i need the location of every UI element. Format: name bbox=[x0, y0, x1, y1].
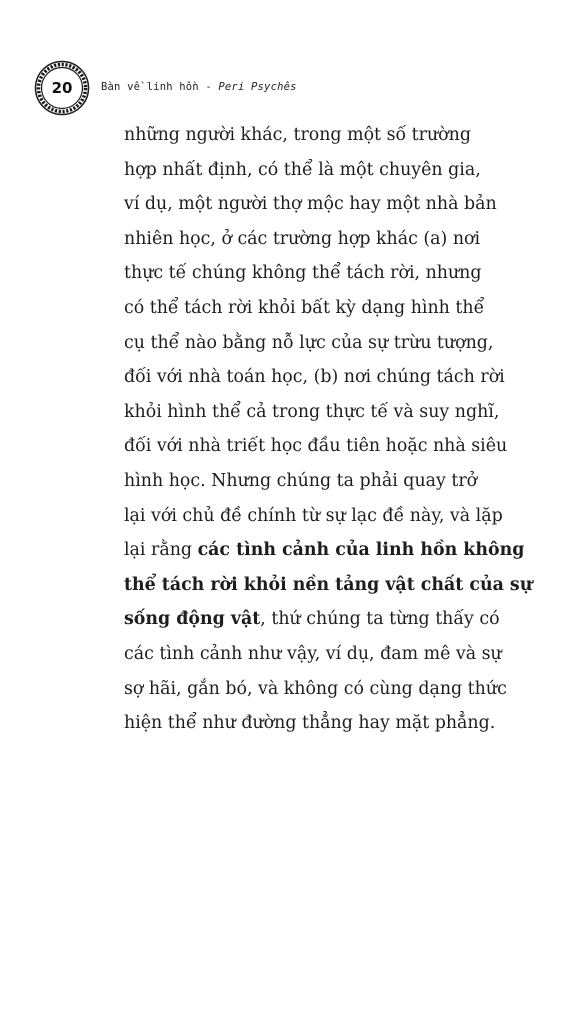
page-number: 20 bbox=[51, 79, 73, 97]
text-line-with-emphasis bbox=[124, 602, 500, 637]
text-line: nhiên học, ở các trường hợp khác (a) nơi bbox=[124, 228, 481, 249]
text-line: cụ thể nào bằng nỗ lực của sự trừu tượng, bbox=[124, 332, 494, 353]
regular-text: , thứ chúng ta từng thấy có bbox=[260, 609, 500, 630]
text-line: sợ hãi, gắn bó, và không có cùng dạng thức bbox=[124, 678, 507, 699]
text-line: khỏi hình thể cả trong thực tế và suy nghĩ, bbox=[124, 401, 500, 422]
page-number-badge bbox=[34, 60, 90, 116]
text-line: thực tế chúng không thể tách rời, nhưng bbox=[124, 263, 482, 284]
book-title: Bàn về linh hồn - bbox=[101, 81, 219, 93]
text-line: hình học. Nhưng chúng ta phải quay trở bbox=[124, 470, 478, 491]
text-line: lại với chủ đề chính từ sự lạc đề này, và lặp bbox=[124, 505, 503, 526]
text-line: hợp nhất định, có thể là một chuyên gia, bbox=[124, 159, 481, 180]
text-line: đối với nhà toán học, (b) nơi chúng tách rời bbox=[124, 367, 505, 388]
running-header bbox=[101, 81, 297, 93]
text-line-last: hiện thể như đường thẳng hay mặt phẳng. bbox=[124, 713, 496, 734]
emphasized-text: sống động vật bbox=[124, 609, 261, 630]
body-paragraph bbox=[124, 118, 533, 741]
text-line: có thể tách rời khỏi bất kỳ dạng hình thể bbox=[124, 297, 485, 318]
text-line-with-emphasis bbox=[124, 533, 525, 568]
text-line: ví dụ, một người thợ mộc hay một nhà bản bbox=[124, 194, 497, 215]
emphasized-text-line: thể tách rời khỏi nền tảng vật chất của sự bbox=[124, 574, 533, 595]
text-line: những người khác, trong một số trường bbox=[124, 125, 471, 145]
text-line: đối với nhà triết học đầu tiên hoặc nhà siêu bbox=[124, 436, 508, 457]
text-line: các tình cảnh như vậy, ví dụ, đam mê và sự bbox=[124, 643, 502, 664]
emphasized-text: các tình cảnh của linh hồn không bbox=[197, 540, 525, 561]
book-subtitle: Peri Psychês bbox=[218, 81, 297, 93]
regular-text: lại rằng bbox=[124, 540, 198, 561]
